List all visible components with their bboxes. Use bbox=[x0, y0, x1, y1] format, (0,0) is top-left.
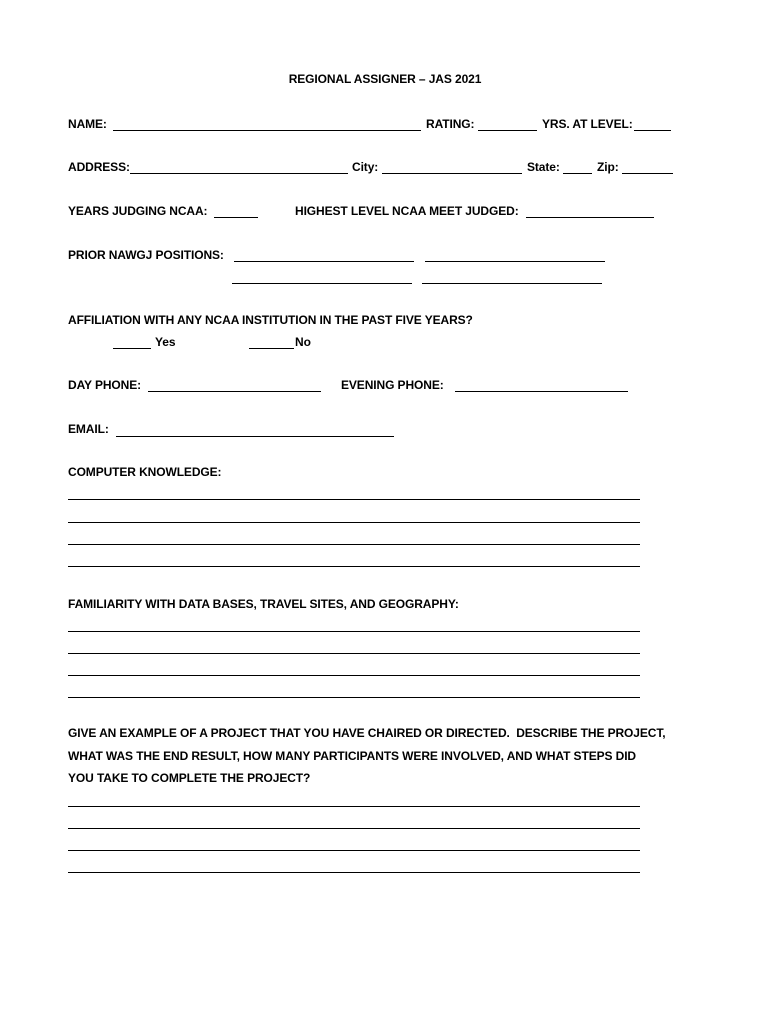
project-question-line-3: YOU TAKE TO COMPLETE THE PROJECT? bbox=[68, 771, 311, 785]
rating-label: RATING: bbox=[426, 117, 475, 131]
day-phone-label: DAY PHONE: bbox=[68, 378, 142, 392]
prior-position-field-4[interactable] bbox=[422, 283, 602, 284]
project-line-1[interactable] bbox=[68, 806, 640, 807]
project-line-4[interactable] bbox=[68, 872, 640, 873]
evening-phone-label: EVENING PHONE: bbox=[341, 378, 444, 392]
computer-knowledge-line-3[interactable] bbox=[68, 544, 640, 545]
city-field[interactable] bbox=[382, 173, 522, 174]
yrs-at-level-field[interactable] bbox=[634, 130, 671, 131]
affiliation-no-field[interactable] bbox=[249, 348, 294, 349]
evening-phone-field[interactable] bbox=[455, 391, 628, 392]
highest-level-label: HIGHEST LEVEL NCAA MEET JUDGED: bbox=[295, 204, 519, 218]
state-label: State: bbox=[527, 160, 560, 174]
years-judging-label: YEARS JUDGING NCAA: bbox=[68, 204, 208, 218]
zip-field[interactable] bbox=[622, 173, 673, 174]
project-question-line-2: WHAT WAS THE END RESULT, HOW MANY PARTICIPANTS WERE INVOLVED, AND WHAT STEPS DID bbox=[68, 749, 637, 763]
familiarity-line-1[interactable] bbox=[68, 631, 640, 632]
affiliation-yes-field[interactable] bbox=[113, 348, 151, 349]
familiarity-label: FAMILIARITY WITH DATA BASES, TRAVEL SITES, AND GEOGRAPHY: bbox=[68, 597, 459, 611]
email-label: EMAIL: bbox=[68, 422, 109, 436]
computer-knowledge-line-2[interactable] bbox=[68, 522, 640, 523]
state-field[interactable] bbox=[563, 173, 592, 174]
affiliation-yes-label: Yes bbox=[155, 335, 176, 349]
rating-field[interactable] bbox=[478, 130, 537, 131]
affiliation-no-label: No bbox=[295, 335, 311, 349]
prior-position-field-1[interactable] bbox=[234, 261, 414, 262]
city-label: City: bbox=[352, 160, 379, 174]
name-label: NAME: bbox=[68, 117, 107, 131]
prior-position-field-3[interactable] bbox=[232, 283, 412, 284]
zip-label: Zip: bbox=[597, 160, 619, 174]
form-title: REGIONAL ASSIGNER – JAS 2021 bbox=[288, 72, 482, 86]
yrs-at-level-label: YRS. AT LEVEL: bbox=[542, 117, 633, 131]
project-question-line-1: GIVE AN EXAMPLE OF A PROJECT THAT YOU HAVE CHAIRED OR DIRECTED. DESCRIBE THE PROJECT, bbox=[68, 726, 666, 740]
familiarity-line-3[interactable] bbox=[68, 675, 640, 676]
day-phone-field[interactable] bbox=[148, 391, 321, 392]
email-field[interactable] bbox=[116, 436, 394, 437]
computer-knowledge-line-1[interactable] bbox=[68, 499, 640, 500]
prior-positions-label: PRIOR NAWGJ POSITIONS: bbox=[68, 248, 224, 262]
computer-knowledge-line-4[interactable] bbox=[68, 566, 640, 567]
years-judging-field[interactable] bbox=[214, 217, 258, 218]
highest-level-field[interactable] bbox=[526, 217, 654, 218]
address-field[interactable] bbox=[130, 173, 348, 174]
familiarity-line-2[interactable] bbox=[68, 653, 640, 654]
prior-position-field-2[interactable] bbox=[425, 261, 605, 262]
project-line-3[interactable] bbox=[68, 850, 640, 851]
affiliation-question: AFFILIATION WITH ANY NCAA INSTITUTION IN THE PAST FIVE YEARS? bbox=[68, 313, 473, 327]
familiarity-line-4[interactable] bbox=[68, 697, 640, 698]
address-label: ADDRESS: bbox=[68, 160, 130, 174]
name-field[interactable] bbox=[113, 130, 421, 131]
computer-knowledge-label: COMPUTER KNOWLEDGE: bbox=[68, 465, 222, 479]
project-line-2[interactable] bbox=[68, 828, 640, 829]
